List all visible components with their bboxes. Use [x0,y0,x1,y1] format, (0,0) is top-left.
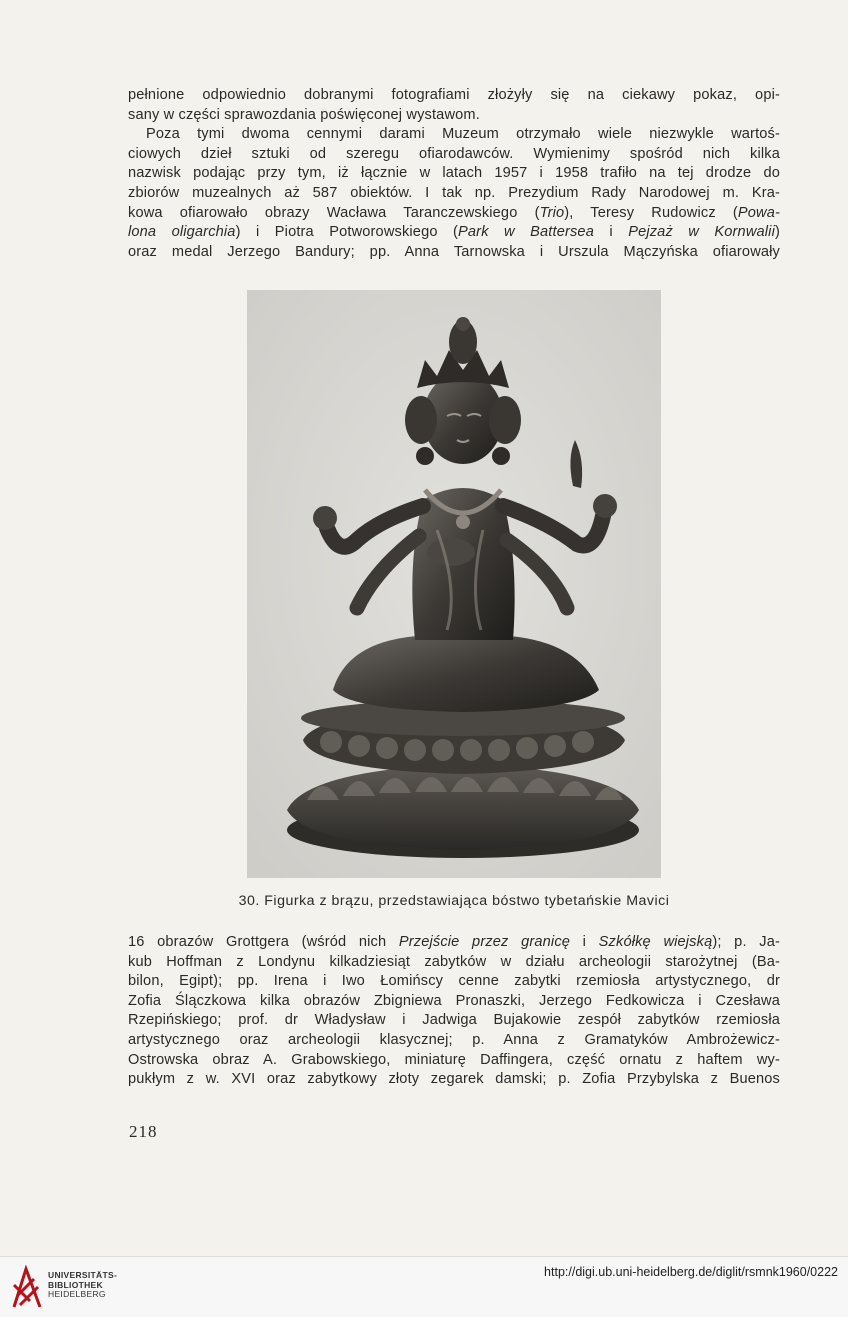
text-line: kub Hoffman z Londynu kilkadziesiąt zabytków w działu archeologii starożytnej (Ba- [128,953,780,970]
text-line: Ostrowska obraz A. Grabowskiego, miniaturę Daffingera, część ornatu z haftem wy- [128,1051,780,1068]
text-line: artystycznego oraz archeologii klasycznej; p. Anna z Gramatyków Ambrożewicz- [128,1031,780,1048]
library-name-line: UNIVERSITÄTS- [48,1270,118,1280]
text-line: Zofia Ślączkowa kilka obrazów Zbigniewa Pronaszki, Jerzego Fedkowicza i Czesława [128,992,780,1009]
text-line: zbiorów muzealnych aż 587 obiektów. I tak np. Prezydium Rady Narodowej m. Kra- [128,184,780,201]
university-library-logo-icon[interactable] [10,1265,44,1311]
text-line: lona oligarchia) i Piotra Potworowskiego (Park w Battersea i Pejzaż w Kornwalii) [128,224,780,241]
text-line: pełnione odpowiednio dobranymi fotografiami złożyły się na ciekawy pokaz, opi- [128,87,780,103]
figure-caption: 30. Figurka z brązu, przedstawiająca bóstwo tybetańskie Mavici [238,893,670,909]
page-number: 218 [129,1122,158,1141]
library-footer [0,1256,848,1317]
library-name [48,1271,117,1300]
text-line: kowa ofiarowało obrazy Wacława Taranczewskiego (Trio), Teresy Rudowicz (Powa- [128,204,781,221]
text-line: sany w części sprawozdania poświęconej wystawom. [128,106,480,123]
text-line: Poza tymi dwoma cennymi darami Muzeum otrzymało wiele niezwykle wartoś- [146,126,780,143]
library-name-line: BIBLIOTHEK [48,1279,103,1290]
bronze-figure-illustration [247,290,661,878]
text-line: oraz medal Jerzego Bandury; pp. Anna Tarnowska i Urszula Mączyńska ofiarowały [128,243,780,260]
statue-photograph [247,290,661,878]
text-line: pukłym z w. XVI oraz zabytkowy złoty zegarek damski; p. Zofia Przybylska z Buenos [128,1071,780,1088]
text-line: nazwisk podając przy tym, iż łącznie w latach 1957 i 1958 trafiło na tej drodze do [128,165,780,182]
text-line: 16 obrazów Grottgera (wśród nich Przejście przez granicę i Szkółkę wiejską); p. Ja- [128,934,780,950]
text-line: ciowych dzieł sztuki od szeregu ofiarodawców. Wymienimy spośród nich kilka [128,145,780,162]
library-name-line: HEIDELBERG [48,1289,106,1299]
text-line: Rzepińskiego; prof. dr Władysław i Jadwiga Bujakowie zespół zabytków rzemiosła [128,1012,780,1029]
bottom-paragraph [128,933,780,1090]
text-line: bilon, Egipt); pp. Irena i Iwo Łomińscy cenne zabytki rzemiosła artystycznego, dr [128,973,780,990]
top-paragraph [128,86,780,262]
permalink-url[interactable]: http://digi.ub.uni-heidelberg.de/diglit/rsmnk1960/0222 [544,1265,838,1279]
